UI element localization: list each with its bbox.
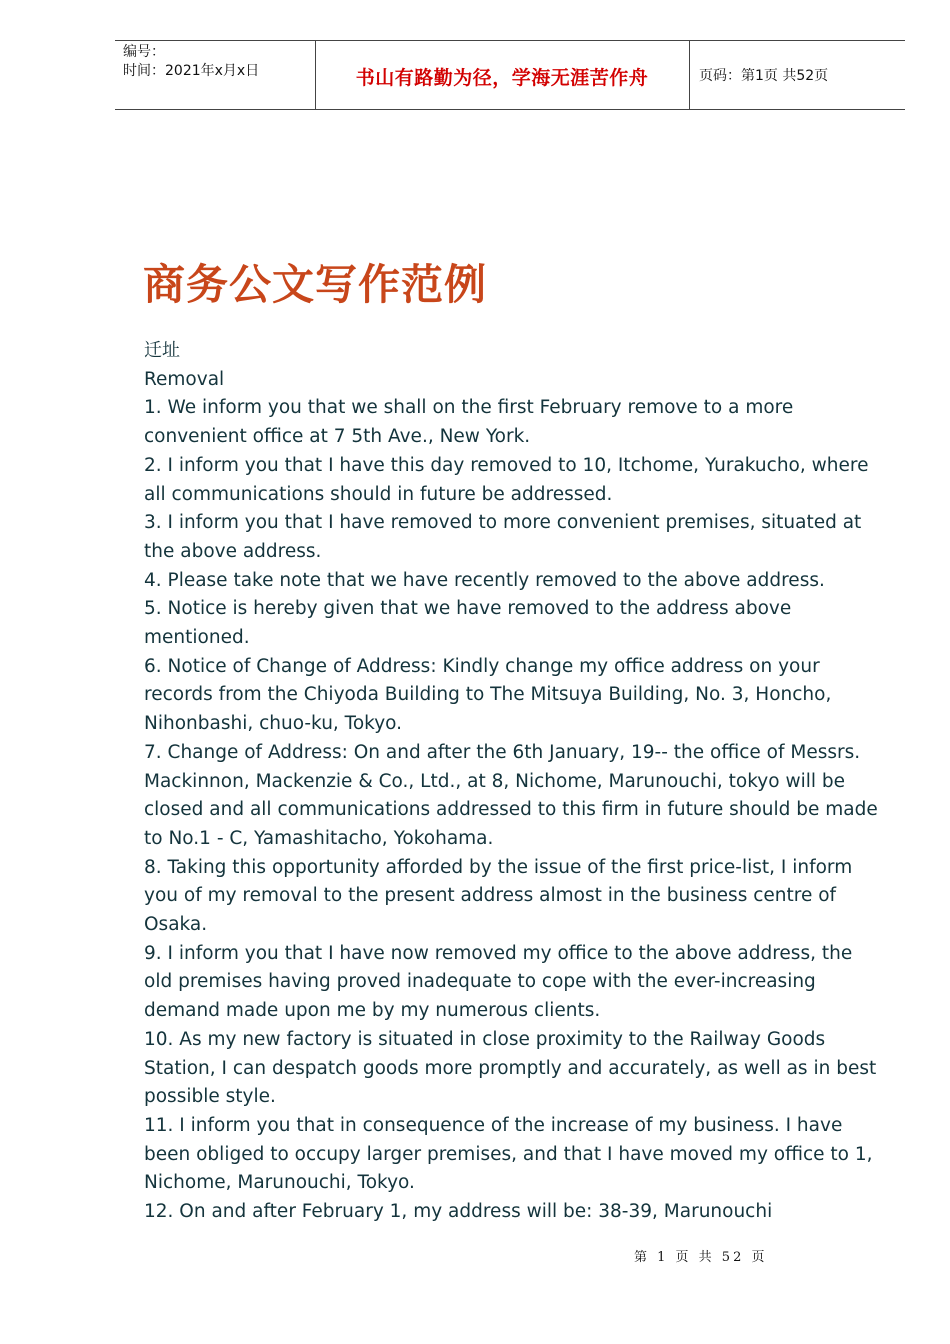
body-paragraph: 1. We inform you that we shall on the first February remove to a more convenient office at 7 5th Ave., New York.: [144, 397, 794, 448]
header-meta-cell: [115, 41, 316, 109]
body-paragraph: 2. I inform you that I have this day removed to 10, Itchome, Yurakucho, where all communications should in future be addressed.: [144, 454, 869, 505]
document-body: [144, 337, 886, 1227]
body-paragraph: 9. I inform you that I have now removed my office to the above address, the old premises having proved inadequate to cope with the ever-increasing demand made upon me by my numerous clients.: [144, 942, 853, 1022]
body-paragraph: 12. On and after February 1, my address will be: 38-39, Marunouchi: [144, 1201, 773, 1223]
header-motto: 书山有路勤为径，学海无涯苦作舟: [355, 66, 649, 89]
page-footer: 第 1 页 共 52 页: [634, 1250, 768, 1265]
paragraph-list: [144, 394, 886, 1226]
body-paragraph: 7. Change of Address: On and after the 6th January, 19-- the office of Messrs. Mackinnon, Mackenzie & Co., Ltd., at 8, Nichome, Marunouchi, tokyo will be closed and all communications addressed to this firm in future should be made to No.1 - C, Yamashitacho, Yokohama.: [144, 741, 878, 849]
body-paragraph: 5. Notice is hereby given that we have removed to the address above mentioned.: [144, 598, 792, 649]
header-motto-cell: [315, 41, 690, 109]
page-title: 商务公文写作范例: [143, 260, 488, 309]
body-paragraph: 6. Notice of Change of Address: Kindly change my office address on your records from the Chiyoda Building to The Mitsuya Building, No. 3, Honcho, Nihonbashi, chuo-ku, Tokyo.: [144, 655, 832, 735]
section-heading-cn: 迁址: [144, 340, 180, 361]
header-page-code: 页码：第1页 共52页: [699, 68, 829, 84]
body-paragraph: 4. Please take note that we have recently removed to the above address.: [144, 569, 825, 591]
header-page-cell: [689, 41, 905, 109]
document-number-label: 编号：: [123, 44, 165, 60]
body-paragraph: 8. Taking this opportunity afforded by the issue of the first price-list, I inform you of my removal to the present address almost in the business centre of Osaka.: [144, 856, 853, 936]
document-date-label: 时间：2021年x月x日: [123, 63, 260, 79]
body-paragraph: 10. As my new factory is situated in close proximity to the Railway Goods Station, I can despatch goods more promptly and accurately, as well as in best possible style.: [144, 1028, 877, 1108]
section-heading-en: Removal: [144, 368, 225, 390]
document-header: [115, 40, 905, 110]
body-paragraph: 11. I inform you that in consequence of the increase of my business. I have been obliged to occupy larger premises, and that I have moved my office to 1, Nichome, Marunouchi, Tokyo.: [144, 1114, 873, 1194]
body-paragraph: 3. I inform you that I have removed to more convenient premises, situated at the above address.: [144, 512, 862, 562]
